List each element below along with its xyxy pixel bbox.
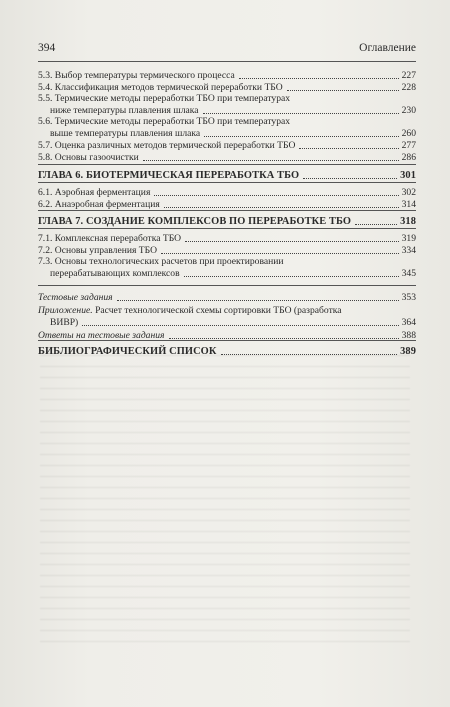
leader-dots (287, 81, 399, 91)
toc-entry-page: 302 (401, 187, 416, 198)
bleed-through-text (40, 355, 410, 645)
toc-entry (38, 267, 416, 279)
toc-entry-head (38, 256, 416, 267)
toc-entry-title: 5.8. Основы газоочистки (38, 152, 139, 163)
toc-entry-title: 5.5. Термические методы переработки ТБО при температурах (38, 93, 291, 104)
leader-dots (161, 244, 399, 254)
leader-dots (184, 267, 399, 277)
toc-entry-page: 260 (401, 128, 416, 139)
leader-dots (204, 127, 398, 137)
section-rule (38, 164, 416, 165)
chapter-title: ГЛАВА 6. БИОТЕРМИЧЕСКАЯ ПЕРЕРАБОТКА ТБО (38, 170, 300, 181)
toc-entry-title: 5.3. Выбор температуры термического процесса (38, 70, 235, 81)
leader-dots (169, 329, 399, 339)
toc-entry (38, 104, 416, 116)
toc-entry (38, 198, 416, 210)
toc-entry-title: 7.2. Основы управления ТБО (38, 245, 158, 256)
answers-page: 388 (401, 330, 416, 341)
toc-entry (38, 151, 416, 163)
toc-entry-page: 314 (401, 199, 416, 210)
leader-dots (303, 169, 397, 179)
leader-dots (117, 291, 399, 301)
section-rule (38, 228, 416, 229)
toc-entry-page: 319 (401, 233, 416, 244)
bibliography-title: БИБЛИОГРАФИЧЕСКИЙ СПИСОК (38, 346, 217, 357)
chapter-page: 301 (400, 170, 416, 181)
supplement-page: 364 (401, 317, 416, 328)
toc-block-appendix (38, 291, 416, 341)
supplement-continuation: ВИВР) (50, 317, 79, 328)
chapter-page: 318 (400, 216, 416, 227)
supplement-label: Приложение. (38, 305, 93, 316)
toc-entry-page: 345 (401, 268, 416, 279)
section-rule (38, 340, 416, 341)
section-rule (38, 210, 416, 211)
toc-entry (38, 316, 416, 328)
toc-entry (38, 186, 416, 198)
toc-entry-title: 7.1. Комплексная переработка ТБО (38, 233, 182, 244)
toc-entry-title: 5.6. Термические методы переработки ТБО при температурах (38, 116, 291, 127)
toc-entry (38, 69, 416, 81)
toc-entry-continuation: выше температуры плавления шлака (50, 128, 201, 139)
toc-block-chapter6 (38, 169, 416, 181)
toc-chapter-entry (38, 345, 416, 357)
toc-block-bibliography (38, 345, 416, 357)
page-number: 394 (38, 42, 56, 54)
toc-entry (38, 139, 416, 151)
toc-chapter-entry (38, 215, 416, 227)
bibliography-page: 389 (400, 346, 416, 357)
leader-dots (299, 139, 398, 149)
leader-dots (185, 232, 399, 242)
toc-block-chapter7 (38, 215, 416, 227)
toc-entry-page: 230 (401, 105, 416, 116)
chapter-title: ГЛАВА 7. СОЗДАНИЕ КОМПЛЕКСОВ ПО ПЕРЕРАБОТКЕ ТБО (38, 216, 352, 227)
page-header (38, 40, 416, 58)
leader-dots (154, 186, 398, 196)
leader-dots (82, 316, 398, 326)
header-rule (38, 61, 416, 62)
answers-title: Ответы на тестовые задания (38, 330, 165, 341)
leader-dots (221, 345, 398, 355)
running-title: Оглавление (359, 42, 416, 54)
toc-entry-continuation: ниже температуры плавления шлака (50, 105, 199, 116)
toc-entry (38, 127, 416, 139)
toc-entry-title: 6.2. Анаэробная ферментация (38, 199, 160, 210)
toc-entry-page: 227 (401, 70, 416, 81)
toc-entry-title: 5.7. Оценка различных методов термической переработки ТБО (38, 140, 296, 151)
toc-chapter-entry (38, 169, 416, 181)
toc-entry-page: 228 (401, 82, 416, 93)
tests-page: 353 (401, 292, 416, 303)
toc-block-chapter7-sections (38, 232, 416, 279)
toc-entry-head (38, 116, 416, 127)
tests-title: Тестовые задания (38, 292, 113, 303)
toc-entry-title: 5.4. Классификация методов термической переработки ТБО (38, 82, 283, 93)
toc-block-chapter6-sections (38, 186, 416, 210)
leader-dots (239, 69, 399, 79)
leader-dots (203, 104, 399, 114)
supplement-title: Расчет технологической схемы сортировки ТБО (разработка (95, 305, 342, 316)
toc-block-chapter5 (38, 69, 416, 163)
section-rule (38, 182, 416, 183)
toc-entry-continuation: перерабатывающих комплексов (50, 268, 180, 279)
toc-entry-page: 277 (401, 140, 416, 151)
toc-entry-head (38, 305, 416, 316)
toc-entry (38, 244, 416, 256)
toc-entry-page: 286 (401, 152, 416, 163)
toc-entry-title: 6.1. Аэробная ферментация (38, 187, 151, 198)
toc-entry-title: 7.3. Основы технологических расчетов при проектировании (38, 256, 284, 267)
toc-entry (38, 291, 416, 303)
leader-dots (143, 151, 399, 161)
toc-entry-page: 334 (401, 245, 416, 256)
section-rule (38, 285, 416, 286)
toc-entry (38, 81, 416, 93)
toc-entry (38, 232, 416, 244)
leader-dots (164, 198, 399, 208)
toc-entry-head (38, 93, 416, 104)
leader-dots (355, 215, 397, 225)
